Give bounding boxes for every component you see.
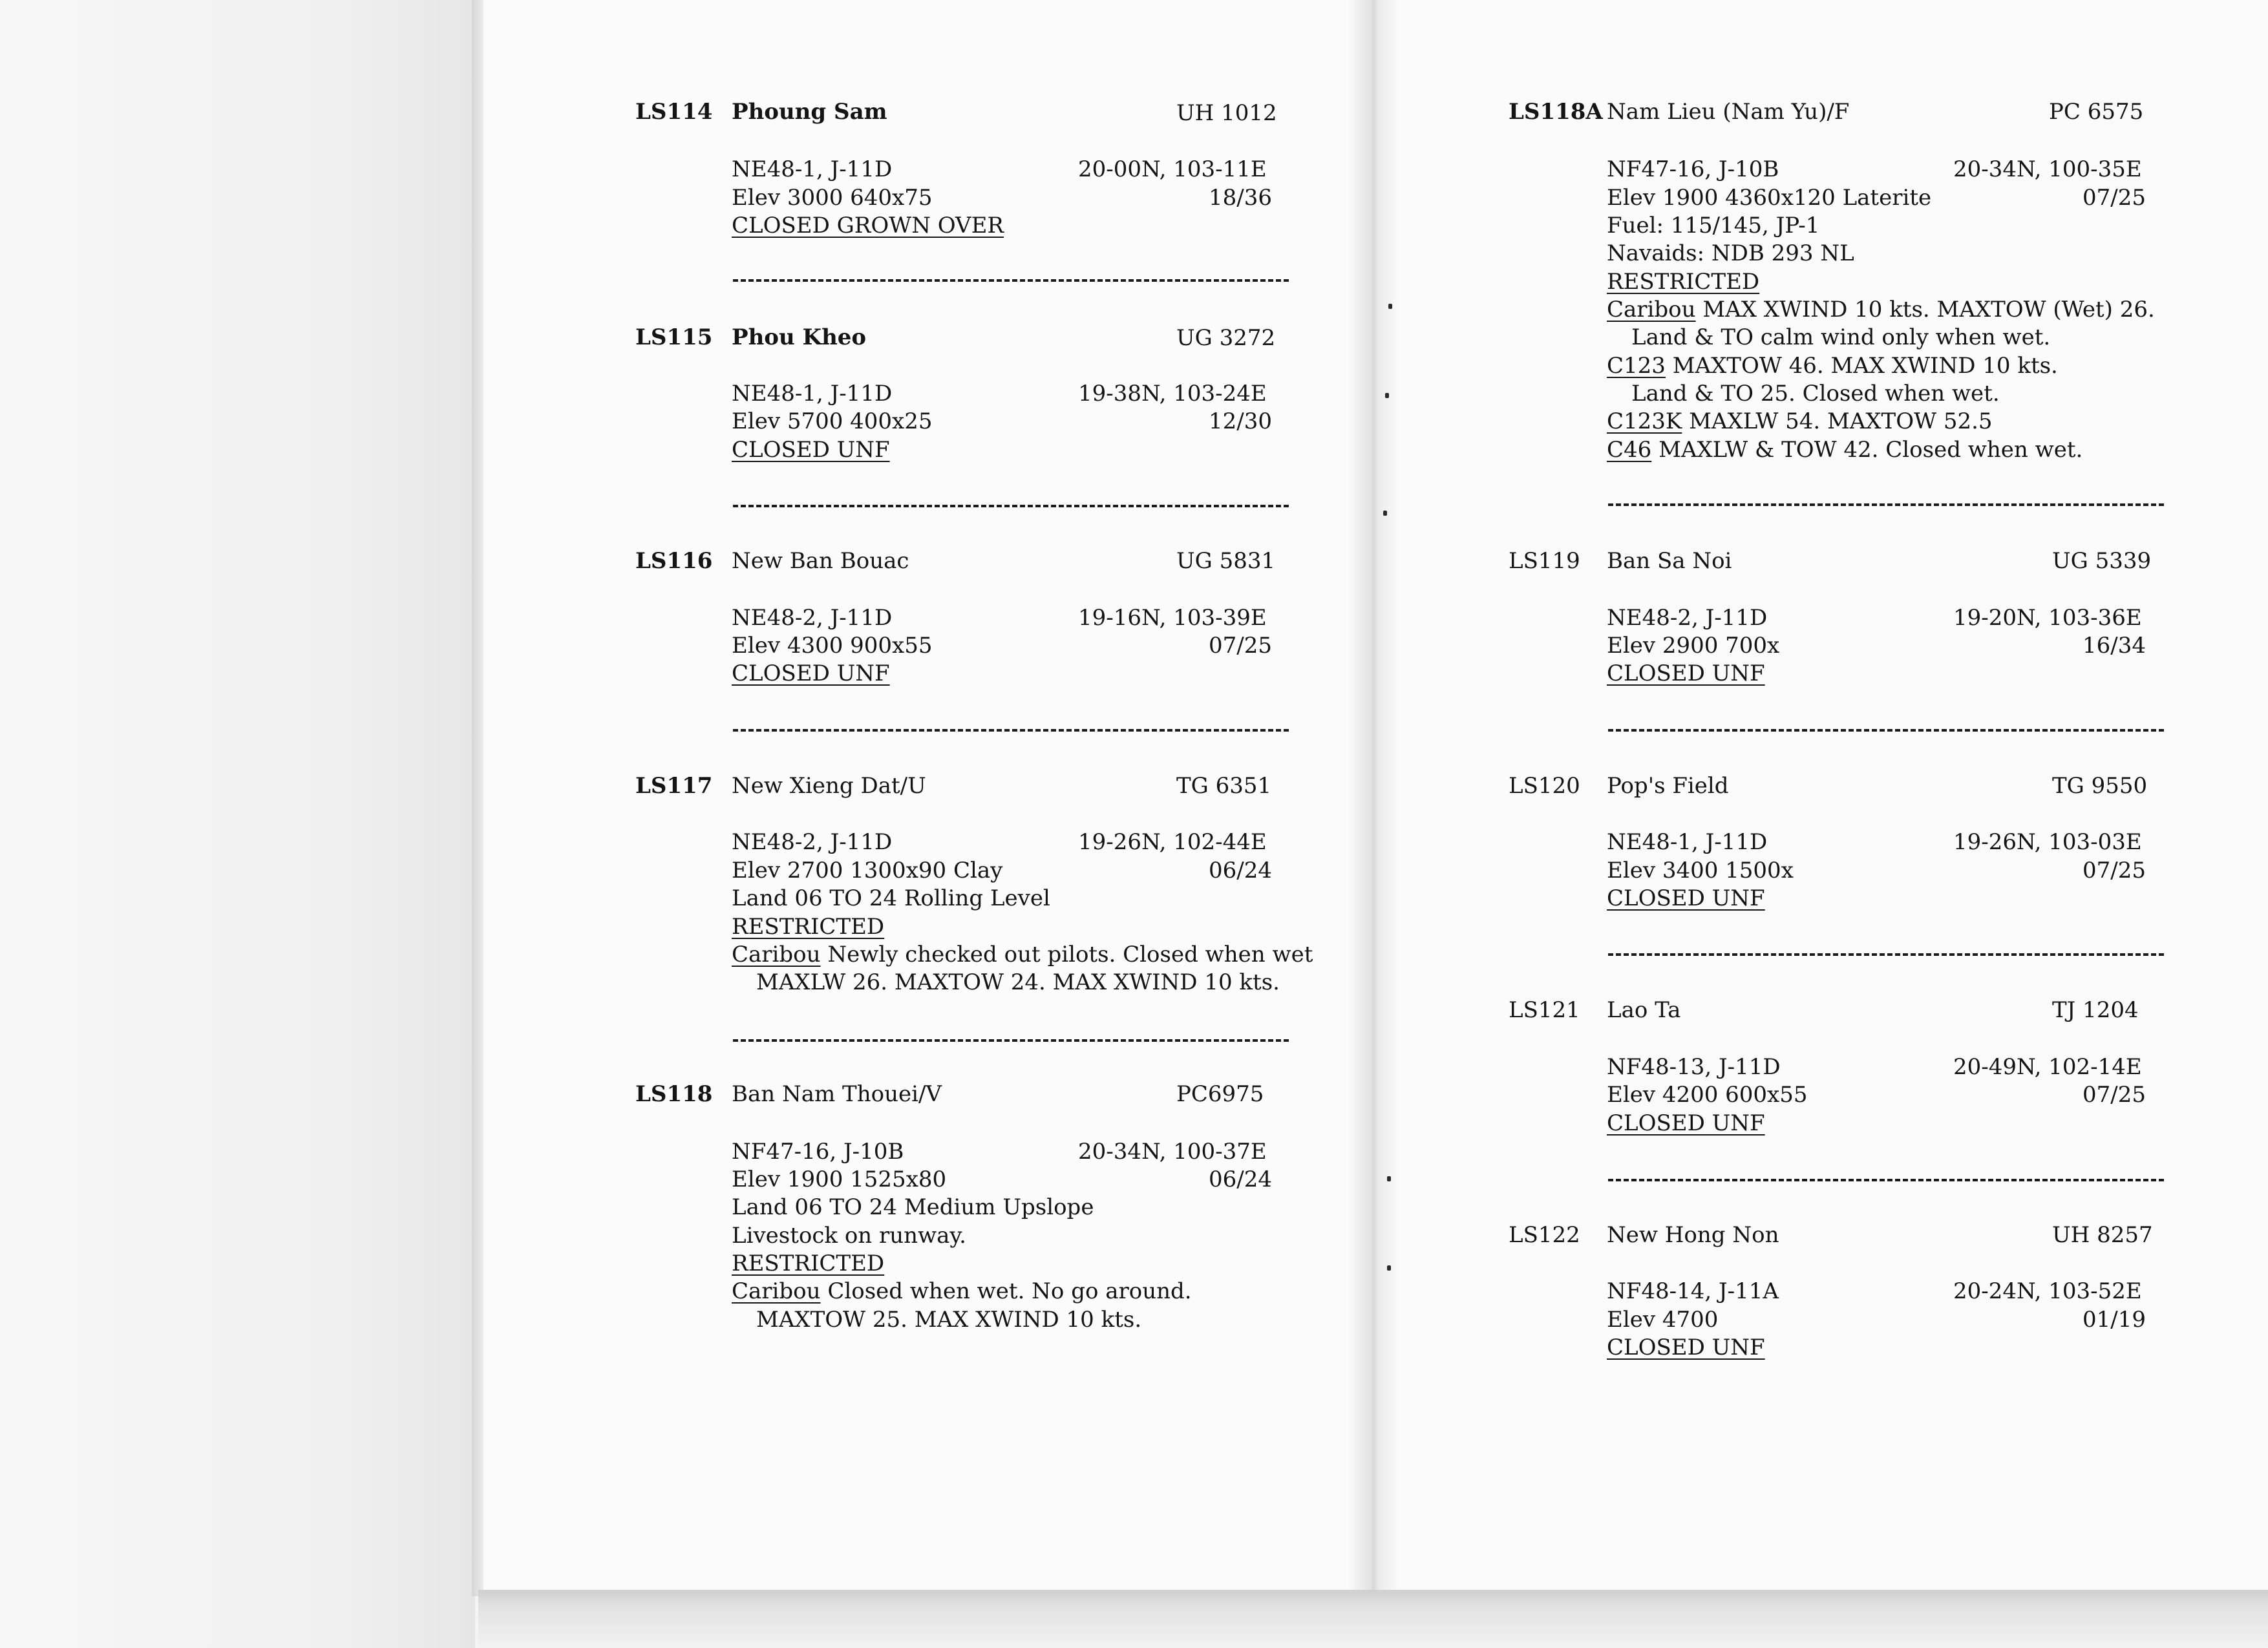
restricted-label: RESTRICTED (732, 914, 885, 940)
landing-note: Land 06 TO 24 Medium Upslope (732, 1194, 1094, 1220)
elevation: Elev 5700 400x25 (732, 408, 933, 434)
separator (1608, 1179, 2164, 1181)
site-id: LS115 (635, 324, 713, 350)
chart-ref: NF48-14, J-11A (1607, 1278, 1779, 1304)
coordinates: 19-16N, 103-39E (1078, 605, 1267, 631)
scanner-margin (0, 0, 475, 1648)
status: CLOSED UNF (1607, 660, 1765, 686)
elevation: Elev 1900 4360x120 Laterite (1607, 185, 1932, 211)
navaids: Navaids: NDB 293 NL (1607, 240, 1854, 266)
aircraft-type: Caribou (1607, 297, 1696, 322)
c123-restriction (1607, 353, 2058, 379)
aircraft-type: Caribou (732, 942, 821, 967)
coordinates: 20-00N, 103-11E (1078, 156, 1267, 182)
site-id: LS118 (635, 1081, 713, 1107)
coordinates: 19-20N, 103-36E (1953, 605, 2142, 631)
chart-ref: NF47-16, J-10B (1607, 156, 1779, 182)
restricted-label: RESTRICTED (732, 1251, 885, 1276)
elevation: Elev 2700 1300x90 Clay (732, 858, 1003, 883)
grid-ref: TG 6351 (1176, 773, 1272, 799)
scan-speck (1387, 1176, 1391, 1181)
restriction-text: Closed when wet. No go around. (820, 1278, 1192, 1304)
site-name: Lao Ta (1607, 997, 1681, 1023)
coordinates: 20-49N, 102-14E (1953, 1054, 2142, 1080)
coordinates: 19-26N, 102-44E (1078, 829, 1267, 855)
site-name: Nam Lieu (Nam Yu)/F (1607, 99, 1850, 125)
separator (733, 505, 1289, 507)
grid-ref: UH 8257 (2052, 1222, 2153, 1248)
coordinates: 19-38N, 103-24E (1078, 381, 1267, 407)
site-id: LS114 (635, 99, 713, 125)
site-id: LS120 (1509, 773, 1580, 799)
hazard-note: Livestock on runway. (732, 1223, 966, 1249)
status: CLOSED GROWN OVER (732, 213, 1004, 238)
site-name: New Hong Non (1607, 1222, 1779, 1248)
restricted-label: RESTRICTED (1607, 269, 1760, 295)
separator (1608, 503, 2164, 506)
runway: 06/24 (1209, 858, 1272, 883)
grid-ref: PC 6575 (2049, 99, 2144, 125)
status: CLOSED UNF (732, 660, 890, 686)
runway: 16/34 (2083, 633, 2146, 659)
site-name: New Xieng Dat/U (732, 773, 926, 799)
separator (733, 279, 1289, 282)
site-name: Ban Sa Noi (1607, 548, 1732, 574)
grid-ref: UH 1012 (1176, 100, 1277, 126)
restriction-text-cont: Land & TO 25. Closed when wet. (1631, 381, 2000, 407)
site-id: LS116 (635, 548, 713, 574)
separator (1608, 729, 2164, 732)
grid-ref: UG 3272 (1176, 325, 1276, 351)
separator (733, 1039, 1289, 1042)
status: CLOSED UNF (1607, 885, 1765, 911)
runway: 18/36 (1209, 185, 1272, 211)
site-id: LS117 (635, 773, 713, 799)
chart-ref: NE48-2, J-11D (732, 829, 893, 855)
site-id: LS118A (1509, 99, 1603, 125)
chart-ref: NE48-1, J-11D (732, 156, 893, 182)
fuel: Fuel: 115/145, JP-1 (1607, 213, 1820, 238)
runway: 06/24 (1209, 1167, 1272, 1192)
chart-ref: NE48-2, J-11D (732, 605, 893, 631)
elevation: Elev 3000 640x75 (732, 185, 933, 211)
scan-speck (1388, 304, 1392, 309)
scan-speck (1385, 393, 1389, 398)
restriction-text: Newly checked out pilots. Closed when wet (820, 942, 1313, 967)
site-id: LS119 (1509, 548, 1580, 574)
status: CLOSED UNF (1607, 1110, 1765, 1136)
site-name: Ban Nam Thouei/V (732, 1081, 942, 1107)
restriction-text-cont: MAXLW 26. MAXTOW 24. MAX XWIND 10 kts. (756, 969, 1280, 995)
caribou-restriction (732, 1278, 1192, 1304)
grid-ref: UG 5831 (1176, 548, 1276, 574)
coordinates: 20-34N, 100-35E (1953, 156, 2142, 182)
c123k-restriction (1607, 408, 1993, 434)
elevation: Elev 2900 700x (1607, 633, 1780, 659)
restriction-text: MAXLW & TOW 42. Closed when wet. (1651, 437, 2083, 463)
chart-ref: NE48-1, J-11D (1607, 829, 1768, 855)
coordinates: 20-24N, 103-52E (1953, 1278, 2142, 1304)
elevation: Elev 4200 600x55 (1607, 1082, 1808, 1108)
grid-ref: UG 5339 (2052, 548, 2152, 574)
restriction-text-cont: MAXTOW 25. MAX XWIND 10 kts. (756, 1307, 1142, 1333)
grid-ref: PC6975 (1176, 1081, 1264, 1107)
site-name: Pop's Field (1607, 773, 1729, 799)
runway: 12/30 (1209, 408, 1272, 434)
separator (1608, 953, 2164, 956)
coordinates: 20-34N, 100-37E (1078, 1139, 1267, 1165)
elevation: Elev 1900 1525x80 (732, 1167, 947, 1192)
scan-speck (1387, 1265, 1391, 1271)
elevation: Elev 4700 (1607, 1307, 1719, 1333)
caribou-restriction (1607, 297, 2155, 322)
elevation: Elev 4300 900x55 (732, 633, 933, 659)
restriction-text: MAXLW 54. MAXTOW 52.5 (1682, 408, 1993, 434)
site-name: New Ban Bouac (732, 548, 909, 574)
grid-ref: TJ 1204 (2052, 997, 2139, 1023)
scan-speck (1383, 511, 1387, 516)
c46-restriction (1607, 437, 2083, 463)
aircraft-type: C123K (1607, 408, 1682, 434)
elevation: Elev 3400 1500x (1607, 858, 1794, 883)
runway: 07/25 (2083, 858, 2146, 883)
site-name: Phoung Sam (732, 99, 887, 125)
grid-ref: TG 9550 (2052, 773, 2148, 799)
site-id: LS122 (1509, 1222, 1580, 1248)
status: CLOSED UNF (1607, 1335, 1765, 1360)
chart-ref: NE48-1, J-11D (732, 381, 893, 407)
separator (733, 729, 1289, 732)
chart-ref: NF48-13, J-11D (1607, 1054, 1781, 1080)
site-id: LS121 (1509, 997, 1580, 1023)
caribou-restriction (732, 942, 1313, 967)
runway: 07/25 (1209, 633, 1272, 659)
restriction-text-cont: Land & TO calm wind only when wet. (1631, 324, 2051, 350)
runway: 07/25 (2083, 185, 2146, 211)
runway: 07/25 (2083, 1082, 2146, 1108)
status: CLOSED UNF (732, 437, 890, 463)
runway: 01/19 (2083, 1307, 2146, 1333)
aircraft-type: C123 (1607, 353, 1666, 379)
site-name: Phou Kheo (732, 324, 867, 350)
restriction-text: MAXTOW 46. MAX XWIND 10 kts. (1665, 353, 2058, 379)
chart-ref: NF47-16, J-10B (732, 1139, 904, 1165)
aircraft-type: Caribou (732, 1278, 821, 1304)
chart-ref: NE48-2, J-11D (1607, 605, 1768, 631)
book-gutter (1348, 0, 1399, 1590)
aircraft-type: C46 (1607, 437, 1652, 463)
binding-edge (472, 0, 483, 1596)
landing-note: Land 06 TO 24 Rolling Level (732, 885, 1050, 911)
restriction-text: MAX XWIND 10 kts. MAXTOW (Wet) 26. (1695, 297, 2155, 322)
page-bottom-edge (478, 1590, 2268, 1648)
coordinates: 19-26N, 103-03E (1953, 829, 2142, 855)
